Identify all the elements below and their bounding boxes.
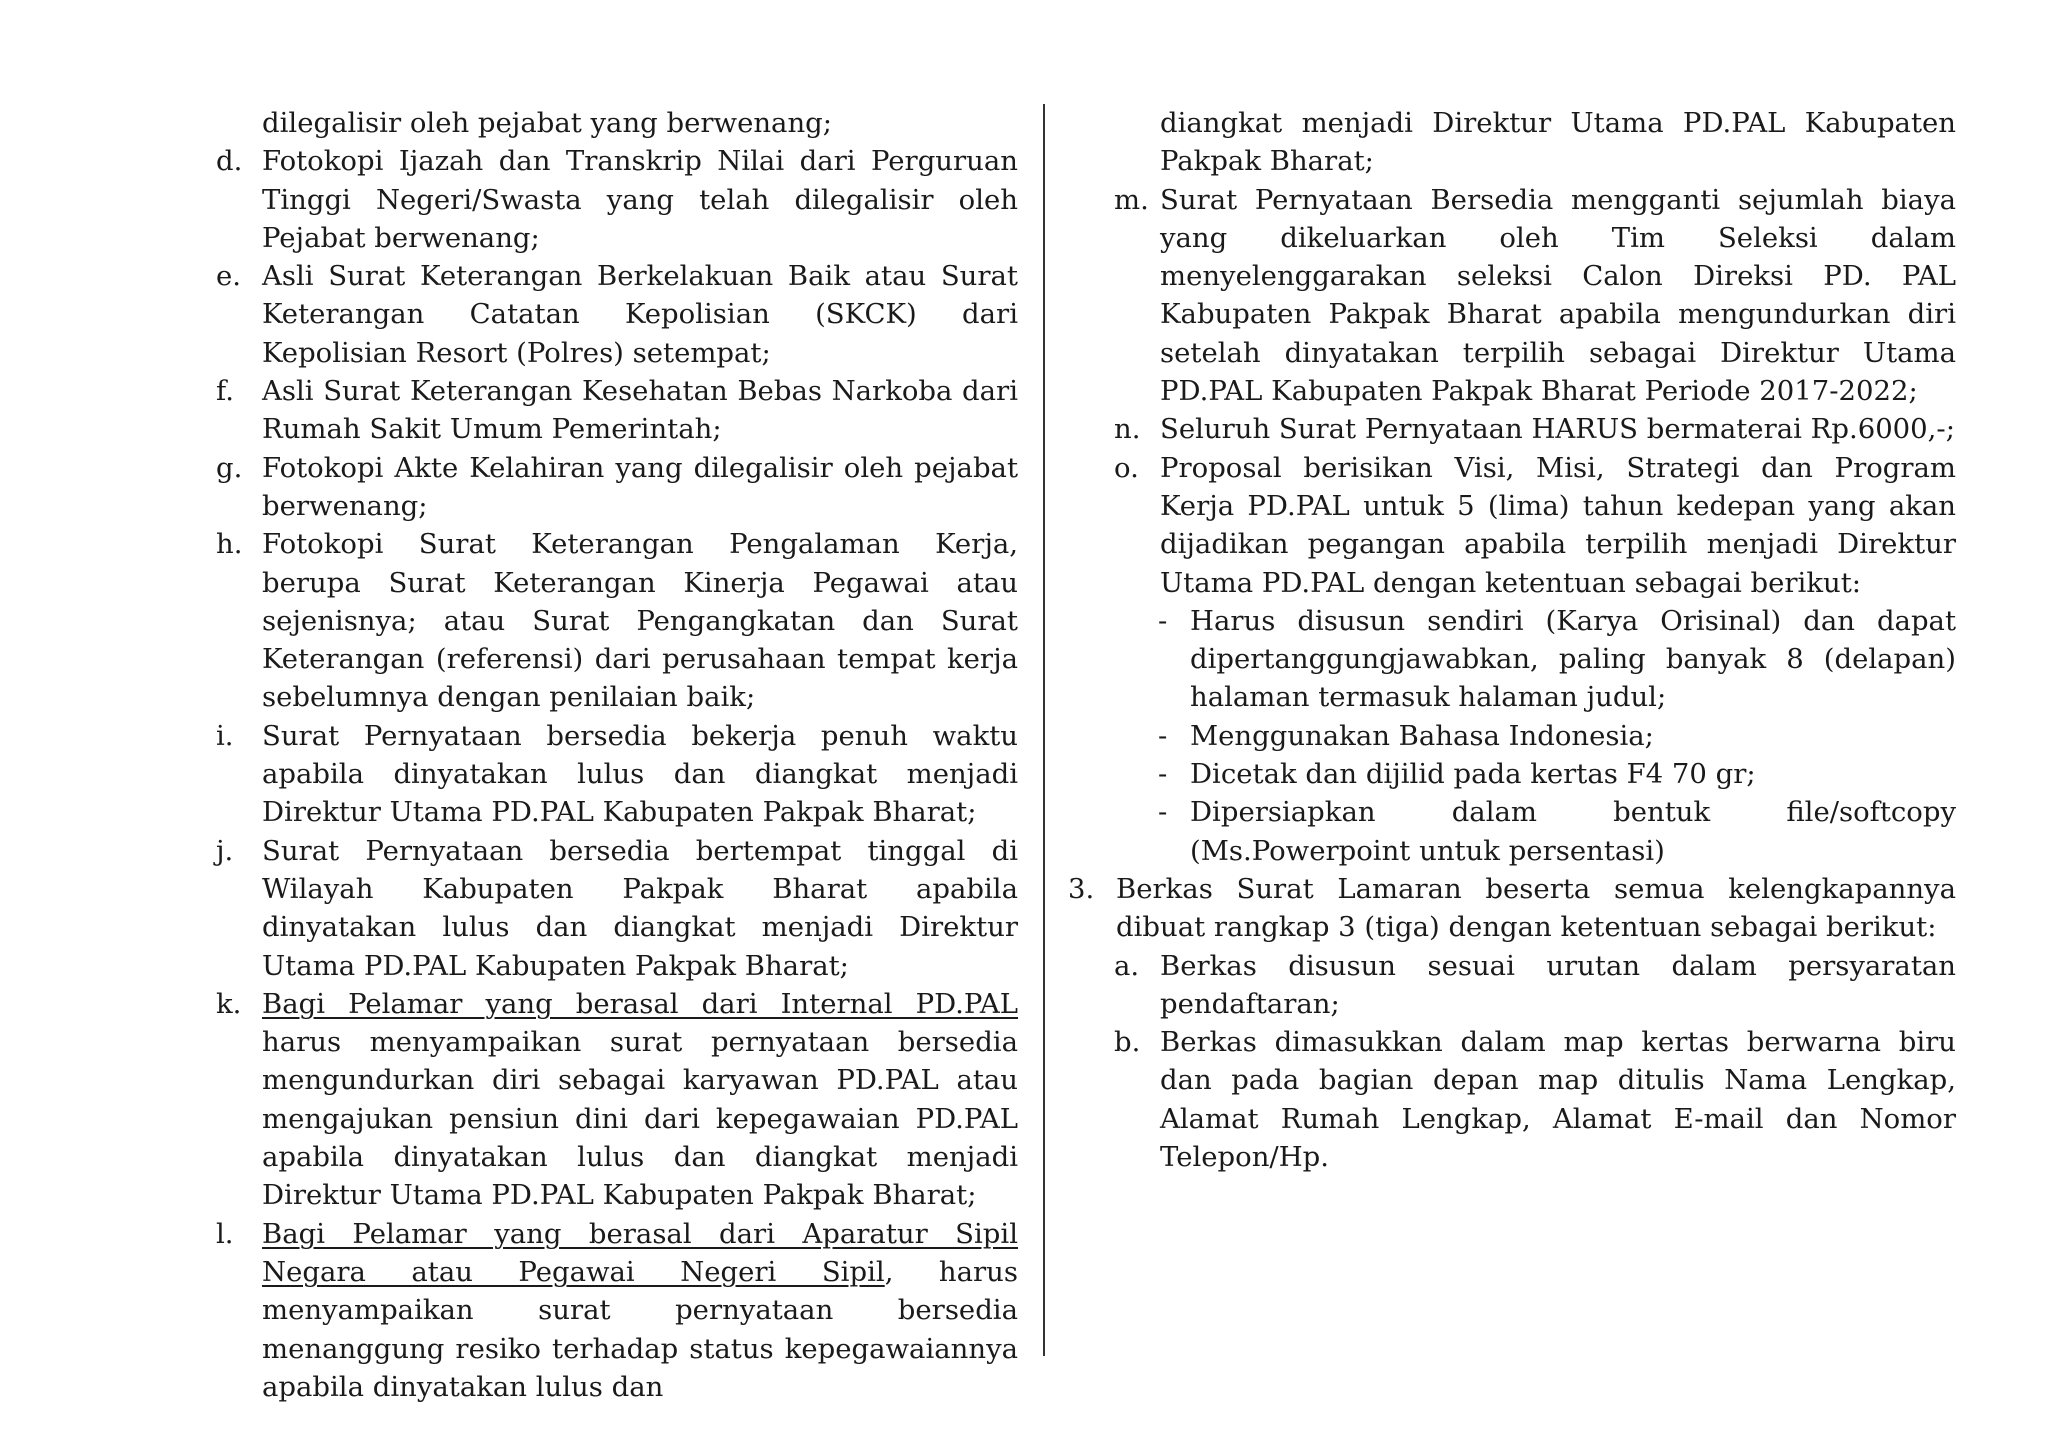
continuation-text: dilegalisir oleh pejabat yang berwenang; <box>262 107 833 139</box>
dash-marker: - <box>1158 796 1168 829</box>
list-item-text: Fotokopi Surat Keterangan Pengalaman Kerja, berupa Surat Keterangan Kinerja Pegawai atau sejenisnya; atau Surat Pengangkatan dan Surat Keterangan (referensi) dari perusahaan tempat kerja sebelumnya dengan penilaian baik; <box>262 528 1018 714</box>
left-column <box>212 104 1018 1406</box>
dash-item <box>1110 602 1956 717</box>
list-item-text: Berkas disusun sesuai urutan dalam persyaratan pendaftaran; <box>1160 949 1956 1020</box>
numbered-item-3 <box>1066 870 1956 947</box>
dash-item-text: Dipersiapkan dalam bentuk file/softcopy (Ms.Powerpoint untuk persentasi) <box>1190 796 1956 867</box>
dash-marker: - <box>1158 758 1168 791</box>
list-item-l <box>212 1215 1018 1406</box>
list-marker: m. <box>1114 183 1149 216</box>
list-item-f <box>212 372 1018 449</box>
list-item-text: Surat Pernyataan bersedia bekerja penuh waktu apabila dinyatakan lulus dan diangkat menjadi Direktur Utama PD.PAL Kabupaten Pakpak Bharat; <box>262 719 1018 829</box>
list-item-e <box>212 257 1018 372</box>
dash-marker: - <box>1158 604 1168 637</box>
list-item-text: Asli Surat Keterangan Berkelakuan Baik atau Surat Keterangan Catatan Kepolisian (SKCK) dari Kepolisian Resort (Polres) setempat; <box>262 260 1018 369</box>
list-item-text: Surat Pernyataan Bersedia mengganti sejumlah biaya yang dikeluarkan oleh Tim Seleksi dalam menyelenggarakan seleksi Calon Direksi PD. PAL Kabupaten Pakpak Bharat apabila mengundurkan diri setelah dinyatakan terpilih sebagai Direktur Utama PD.PAL Kabupaten Pakpak Bharat Periode 2017-2022; <box>1160 183 1956 408</box>
list-item-text: Fotokopi Ijazah dan Transkrip Nilai dari Perguruan Tinggi Negeri/Swasta yang telah dilegalisir oleh Pejabat berwenang; <box>262 145 1018 254</box>
list-marker: j. <box>216 834 234 867</box>
continuation-text: diangkat menjadi Direktur Utama PD.PAL Kabupaten Pakpak Bharat; <box>1160 107 1956 178</box>
list-item-text: Fotokopi Akte Kelahiran yang dilegalisir oleh pejabat berwenang; <box>262 451 1018 522</box>
list-marker: n. <box>1114 413 1141 446</box>
list-marker: o. <box>1114 451 1139 484</box>
list-marker: a. <box>1114 949 1140 982</box>
dash-item-text: Harus disusun sendiri (Karya Orisinal) dan dapat dipertanggungjawabkan, paling banyak 8 (delapan) halaman termasuk halaman judul; <box>1190 604 1956 714</box>
dash-item-text: Menggunakan Bahasa Indonesia; <box>1190 719 1654 752</box>
sub-item-b <box>1110 1023 1956 1176</box>
list-item-i <box>212 717 1018 832</box>
list-item-h <box>212 525 1018 716</box>
list-item-k <box>212 985 1018 1215</box>
list-marker: l. <box>216 1217 234 1250</box>
underlined-text: Bagi Pelamar yang berasal dari Aparatur Sipil Negara atau Pegawai Negeri Sipil <box>262 1217 1018 1288</box>
column-divider <box>1043 104 1045 1356</box>
dash-item <box>1110 755 1956 793</box>
list-marker: h. <box>216 528 243 561</box>
list-item-text: Berkas Surat Lamaran beserta semua kelengkapannya dibuat rangkap 3 (tiga) dengan ketentuan sebagai berikut: <box>1116 872 1956 944</box>
underlined-text: Bagi Pelamar yang berasal dari Internal PD.PAL <box>262 987 1018 1020</box>
list-item-text: harus menyampaikan surat pernyataan bersedia mengundurkan diri sebagai karyawan PD.PAL atau mengajukan pensiun dini dari kepegawaian PD.PAL apabila dinyatakan lulus dan diangkat menjadi Direktur Utama PD.PAL Kabupaten Pakpak Bharat; <box>262 1026 1018 1212</box>
dash-item <box>1110 793 1956 870</box>
dash-marker: - <box>1158 719 1168 752</box>
list-item-m <box>1110 181 1956 411</box>
list-item-j <box>212 832 1018 985</box>
list-item-text: Proposal berisikan Visi, Misi, Strategi dan Program Kerja PD.PAL untuk 5 (lima) tahun kedepan yang akan dijadikan pegangan apabila terpilih menjadi Direktur Utama PD.PAL dengan ketentuan sebagai berikut: <box>1160 451 1956 599</box>
list-item-text: , harus menyampaikan surat pernyataan bersedia menanggung resiko terhadap status kepegawaiannya apabila dinyatakan lulus dan <box>262 1255 1019 1403</box>
sub-item-a <box>1110 947 1956 1024</box>
list-item-text: Seluruh Surat Pernyataan HARUS bermaterai Rp.6000,-; <box>1160 413 1955 446</box>
dash-item <box>1110 717 1956 755</box>
list-item-text: Berkas dimasukkan dalam map kertas berwarna biru dan pada bagian depan map ditulis Nama Lengkap, Alamat Rumah Lengkap, Alamat E-mail dan Nomor Telepon/Hp. <box>1160 1026 1956 1174</box>
list-item-g <box>212 449 1018 526</box>
list-item-text: Surat Pernyataan bersedia bertempat tinggal di Wilayah Kabupaten Pakpak Bharat apabila dinyatakan lulus dan diangkat menjadi Direktur Utama PD.PAL Kabupaten Pakpak Bharat; <box>262 834 1018 982</box>
list-marker: k. <box>216 987 242 1020</box>
list-item-n <box>1110 410 1956 448</box>
list-item-o <box>1110 449 1956 602</box>
list-marker: g. <box>216 451 243 484</box>
list-marker: e. <box>216 260 242 293</box>
right-column <box>1068 104 1956 1176</box>
list-item-text: Asli Surat Keterangan Kesehatan Bebas Narkoba dari Rumah Sakit Umum Pemerintah; <box>262 375 1018 446</box>
list-marker: b. <box>1114 1026 1141 1059</box>
list-marker: f. <box>216 375 234 408</box>
list-marker: i. <box>216 719 234 752</box>
dash-item-text: Dicetak dan dijilid pada kertas F4 70 gr; <box>1190 758 1756 791</box>
list-item-d <box>212 142 1018 257</box>
list-marker: d. <box>216 145 243 178</box>
list-marker: 3. <box>1068 872 1095 905</box>
